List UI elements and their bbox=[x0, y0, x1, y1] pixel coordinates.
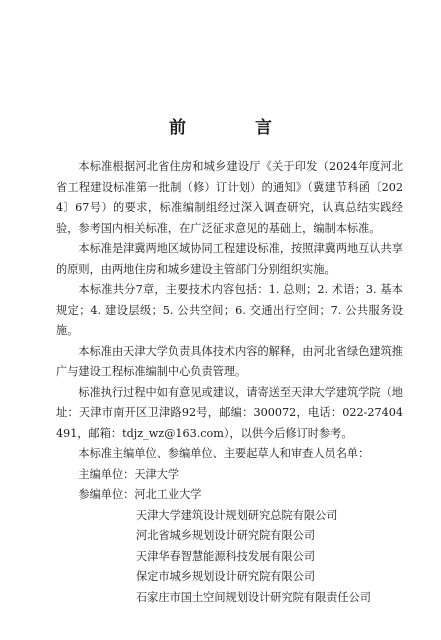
document-body bbox=[56, 157, 403, 608]
participant-unit: 保定市城乡规划设计研究院有限公司 bbox=[136, 570, 316, 583]
paragraph-interpretation: 本标准由天津大学负责具体技术内容的解释，由河北省绿色建筑推广与建设工程标准编制中心负责管理。 bbox=[56, 344, 403, 378]
page-title: 前 言 bbox=[169, 118, 298, 138]
participant-unit: 天津大学建筑设计规划研究总院有限公司 bbox=[136, 508, 338, 522]
participant-unit: 河北省城乡规划设计研究院有限公司 bbox=[136, 529, 316, 542]
paragraph-feedback: 标准执行过程中如有意见或建议，请寄送至天津大学建筑学院（地址：天津市南开区卫津路92号，邮编：300072，电话：022-27404491，邮箱：tdjz_wz@163.com），以供今后修订时参考。 bbox=[56, 385, 403, 440]
participant-unit: 石家庄市国土空间规划设计研究院有限责任公司 bbox=[136, 590, 371, 604]
paragraph-basis: 本标准根据河北省住房和城乡建设厅《关于印发（2024年度河北省工程建设标准第一批制（修）订计划）的通知》（冀建节科函〔2024〕67号）的要求，标准编制组经过深入调查研究，认真总结实践经验，参考国内相关标准，在广泛征求意见的基础上，编制本标准。 bbox=[56, 160, 403, 235]
paragraph-units-intro: 本标准主编单位、参编单位、主要起草人和审查人员名单： bbox=[78, 447, 370, 460]
chief-editor-unit: 主编单位：天津大学 bbox=[78, 467, 180, 481]
paragraph-coordination: 本标准是津冀两地区域协同工程建设标准，按照津冀两地互认共享的原则，由两地住房和城乡建设主管部门分别组织实施。 bbox=[56, 242, 403, 276]
participant-unit: 天津华春智慧能源科技发展有限公司 bbox=[136, 549, 316, 563]
paragraph-contents: 本标准共分7章，主要技术内容包括：1. 总则；2. 术语；3. 基本规定；4. 建设层级；5. 公共空间；6. 交通出行空间；7. 公共服务设施。 bbox=[56, 283, 403, 337]
participant-units-label: 参编单位：河北工业大学 bbox=[78, 488, 202, 501]
